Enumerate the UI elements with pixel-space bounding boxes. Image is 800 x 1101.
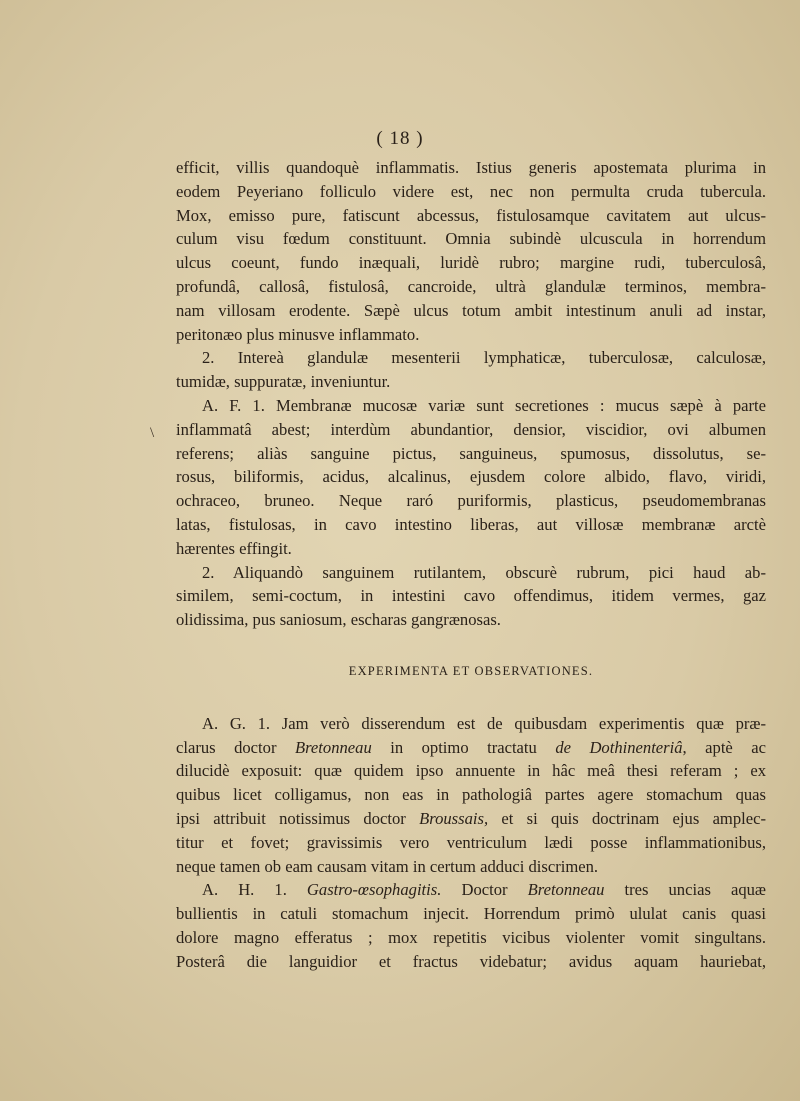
paragraph-1 bbox=[176, 156, 766, 346]
text-line: eodem Peyeriano folliculo videre est, nec non permulta cruda tubercula. bbox=[176, 181, 766, 201]
text-line: culum visu fœdum constituunt. Omnia subindè ulcuscula in horrendum bbox=[176, 229, 766, 249]
text-line: quibus licet colligamus, non eas in pathologiâ partes agere stomachum quas bbox=[176, 785, 766, 805]
text-run: , aptè ac bbox=[682, 737, 766, 757]
author-name: Bretonneau bbox=[294, 737, 372, 757]
text-run: A. H. 1. bbox=[202, 880, 307, 900]
text-line: 2. Intereà glandulæ mesenterii lymphaticæ, tuberculosæ, calculosæ, bbox=[202, 348, 766, 368]
text-line: rosus, biliformis, acidus, alcalinus, ejusdem colore albido, flavo, viridi, bbox=[176, 467, 766, 487]
text-line: peritonæo plus minusve inflammato. bbox=[176, 324, 420, 344]
text-line: A. G. 1. Jam verò disserendum est de quibusdam experimentis quæ præ- bbox=[202, 713, 766, 733]
author-name: Broussais, bbox=[419, 808, 489, 828]
body-text bbox=[176, 156, 766, 974]
margin-mark: \ bbox=[150, 425, 155, 441]
text-line: A. F. 1. Membranæ mucosæ variæ sunt secretiones : mucus sæpè à parte bbox=[202, 395, 766, 415]
text-line: profundâ, callosâ, fistulosâ, cancroide, ultrà glandulæ terminos, membra- bbox=[176, 276, 766, 296]
text-run: tres uncias aquæ bbox=[604, 880, 766, 900]
paragraph-3 bbox=[176, 394, 766, 561]
text-line: Posterâ die languidior et fractus videbatur; avidus aquam hauriebat, bbox=[176, 951, 766, 971]
paragraph-4 bbox=[176, 561, 766, 632]
work-title: de Dothinenteriâ bbox=[555, 737, 683, 757]
text-run: clarus doctor bbox=[176, 737, 295, 757]
text-line: dolore magno efferatus ; mox repetitis vicibus violenter vomit singultans. bbox=[176, 927, 766, 947]
text-line: ulcus coeunt, fundo inæquali, luridè rubro; margine rudi, tuberculosâ, bbox=[176, 253, 766, 273]
text-line: 2. Aliquandò sanguinem rutilantem, obscurè rubrum, pici haud ab- bbox=[202, 562, 766, 582]
text-line: referens; aliàs sanguine pictus, sanguineus, spumosus, dissolutus, se- bbox=[176, 443, 766, 463]
paragraph-2 bbox=[176, 346, 766, 394]
page-number: ( 18 ) bbox=[376, 128, 424, 149]
text-run: et si quis doctrinam ejus amplec- bbox=[488, 808, 767, 828]
text-line: ochraceo, bruneo. Neque raró puriformis, plasticus, pseudomembranas bbox=[176, 491, 766, 511]
section-heading: EXPERIMENTA ET OBSERVATIONES. bbox=[348, 663, 594, 678]
author-name: Bretonneau bbox=[527, 880, 605, 900]
text-line: bullientis in catuli stomachum injecit. Horrendum primò ululat canis quasi bbox=[176, 904, 766, 924]
text-run: in optimo tractatu bbox=[371, 737, 556, 757]
text-line: similem, semi-coctum, in intestini cavo offendimus, itidem vermes, gaz bbox=[176, 586, 766, 606]
text-line: neque tamen ob eam causam vitam in certum adduci discrimen. bbox=[176, 856, 599, 876]
paragraph-6 bbox=[176, 878, 766, 973]
text-run: ipsi attribuit notissimus doctor bbox=[176, 808, 420, 828]
text-line bbox=[176, 736, 766, 760]
text-line: olidissima, pus saniosum, escharas gangrænosas. bbox=[176, 610, 501, 630]
text-line: nam villosam erodente. Sæpè ulcus totum ambit intestinum anuli ad instar, bbox=[176, 300, 766, 320]
text-line: tumidæ, suppuratæ, inveniuntur. bbox=[176, 372, 391, 392]
text-line bbox=[176, 807, 766, 831]
paragraph-5 bbox=[176, 712, 766, 879]
text-line: titur et fovet; gravissimis vero ventriculum lædi posse inflammationibus, bbox=[176, 832, 766, 852]
text-run: Doctor bbox=[441, 880, 528, 900]
text-line: efficit, villis quandoquè inflammatis. Istius generis apostemata plurima in bbox=[176, 158, 766, 177]
text-line bbox=[176, 878, 766, 902]
term: Gastro-œsophagitis. bbox=[306, 880, 442, 900]
text-line: inflammatâ abest; interdùm abundantior, densior, viscidior, ovi albumen bbox=[176, 419, 766, 439]
text-line: dilucidè exposuit: quæ quidem ipso annuente in hâc meâ thesi referam ; ex bbox=[176, 761, 766, 781]
text-line: Mox, emisso pure, fatiscunt abcessus, fistulosamque cavitatem aut ulcus- bbox=[176, 205, 766, 225]
text-line: latas, fistulosas, in cavo intestino liberas, aut villosæ membranæ arctè bbox=[176, 514, 766, 534]
text-line: hærentes effingit. bbox=[176, 538, 292, 558]
